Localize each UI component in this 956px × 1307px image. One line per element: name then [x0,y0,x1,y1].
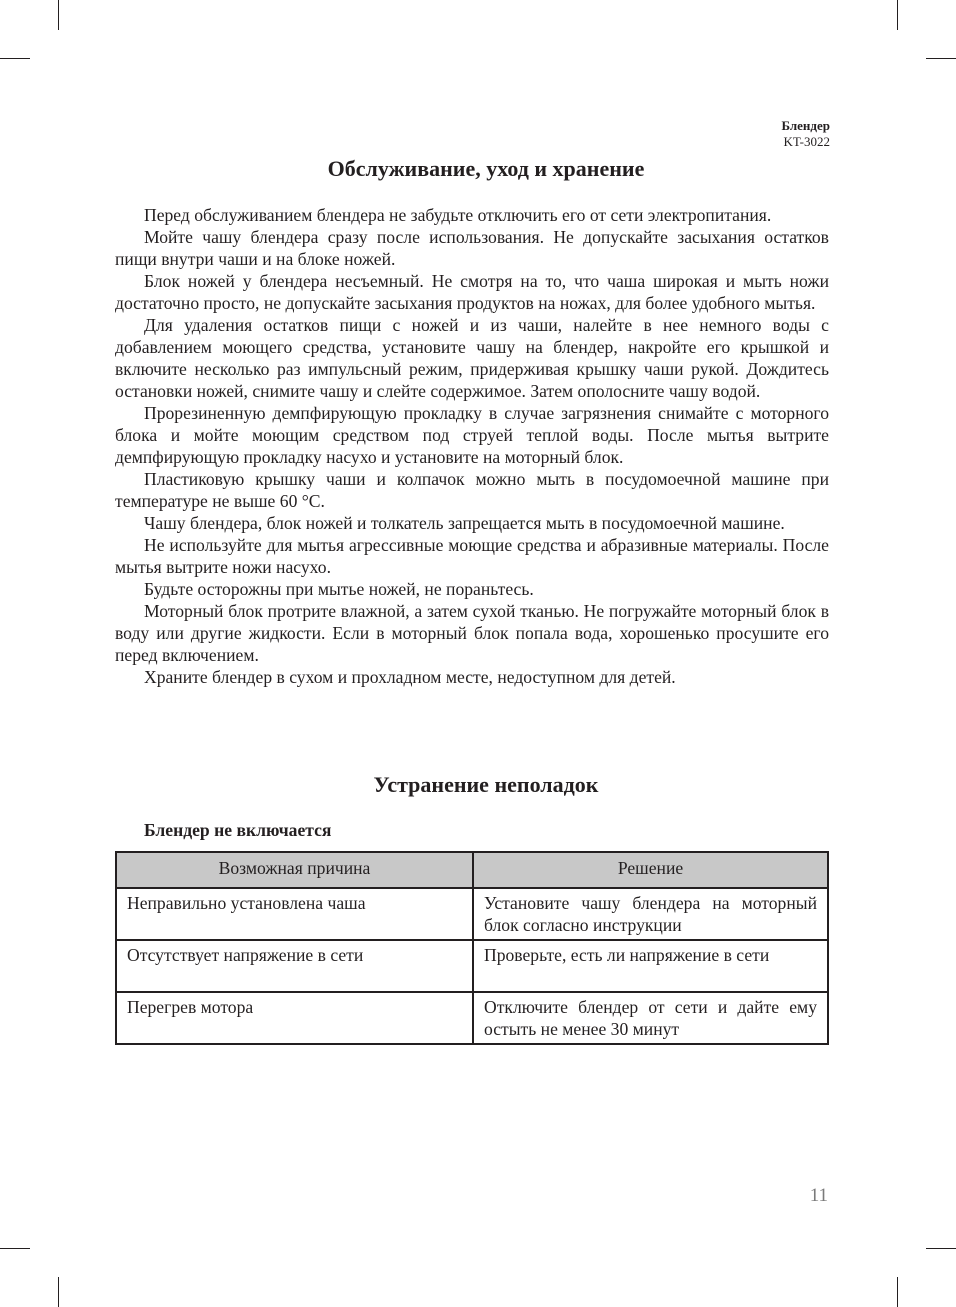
header-cause: Возможная причина [116,852,473,888]
crop-mark [897,0,898,30]
paragraph: Будьте осторожны при мытье ножей, не пораньтесь. [144,579,534,599]
table-row [116,888,828,940]
troubleshooting-table [115,851,829,1045]
paragraph: Пластиковую крышку чаши и колпачок можно мыть в посудомоечной машине при температуре не выше 60 °С. [115,469,829,511]
paragraph: Храните блендер в сухом и прохладном месте, недоступном для детей. [144,667,676,687]
page-number: 11 [809,1185,828,1206]
header-product: Блендер [781,118,830,133]
crop-mark [0,1248,30,1249]
problem-subheading: Блендер не включается [144,820,332,840]
paragraph: Чашу блендера, блок ножей и толкатель запрещается мыть в посудомоечной машине. [144,513,785,533]
section-title-maintenance: Обслуживание, уход и хранение [327,156,645,181]
cause-cell: Отсутствует напряжение в сети [116,940,473,992]
header-model: KT-3022 [783,134,830,149]
cause-cell: Неправильно установлена чаша [116,888,473,940]
crop-mark [897,1277,898,1307]
paragraph: Не используйте для мытья агрессивные моющие средства и абразивные материалы. После мытья вытрите ножи насухо. [115,535,829,577]
crop-mark [926,58,956,59]
paragraph: Моторный блок протрите влажной, а затем сухой тканью. Не погружайте моторный блок в воду или другие жидкости. Если в моторный блок попала вода, хорошенько просушите его перед включением. [115,601,829,665]
solution-cell: Установите чашу блендера на моторный блок согласно инструкции [473,888,828,940]
paragraph: Прорезиненную демпфирующую прокладку в случае загрязнения снимайте с моторного блока и мойте моющим средством под струей теплой воды. После мытья вытрите демпфирующую прокладку насухо и установите на моторный блок. [115,403,829,467]
table-row [116,940,828,992]
table-row [116,992,828,1044]
crop-mark [58,1277,59,1307]
solution-cell: Отключите блендер от сети и дайте ему остыть не менее 30 минут [473,992,828,1044]
table-header-row [116,852,828,888]
cause-cell: Перегрев мотора [116,992,473,1044]
maintenance-text [115,204,829,688]
crop-mark [58,0,59,30]
paragraph: Перед обслуживанием блендера не забудьте отключить его от сети электропитания. [144,205,772,225]
paragraph: Блок ножей у блендера несъемный. Не смотря на то, что чаша широкая и мыть ножи достаточно просто, не допускайте засыхания продуктов на ножах, для более удобного мытья. [115,271,829,313]
solution-cell: Проверьте, есть ли напряжение в сети [473,940,828,992]
paragraph: Мойте чашу блендера сразу после использования. Не допускайте засыхания остатков пищи внутри чаши и на блоке ножей. [115,227,829,269]
header-solution: Решение [473,852,828,888]
crop-mark [926,1248,956,1249]
paragraph: Для удаления остатков пищи с ножей и из чаши, налейте в нее немного воды с добавлением моющего средства, установите чашу на блендер, накройте его крышкой и включите несколько раз импульсный режим, придерживая крышку чаши рукой. Дождитесь остановки ножей, снимите чашу и слейте содержимое. Затем ополосните чашу водой. [115,315,829,401]
running-header [781,118,830,150]
section-title-troubleshooting: Устранение неполадок [373,772,599,797]
crop-mark [0,58,30,59]
